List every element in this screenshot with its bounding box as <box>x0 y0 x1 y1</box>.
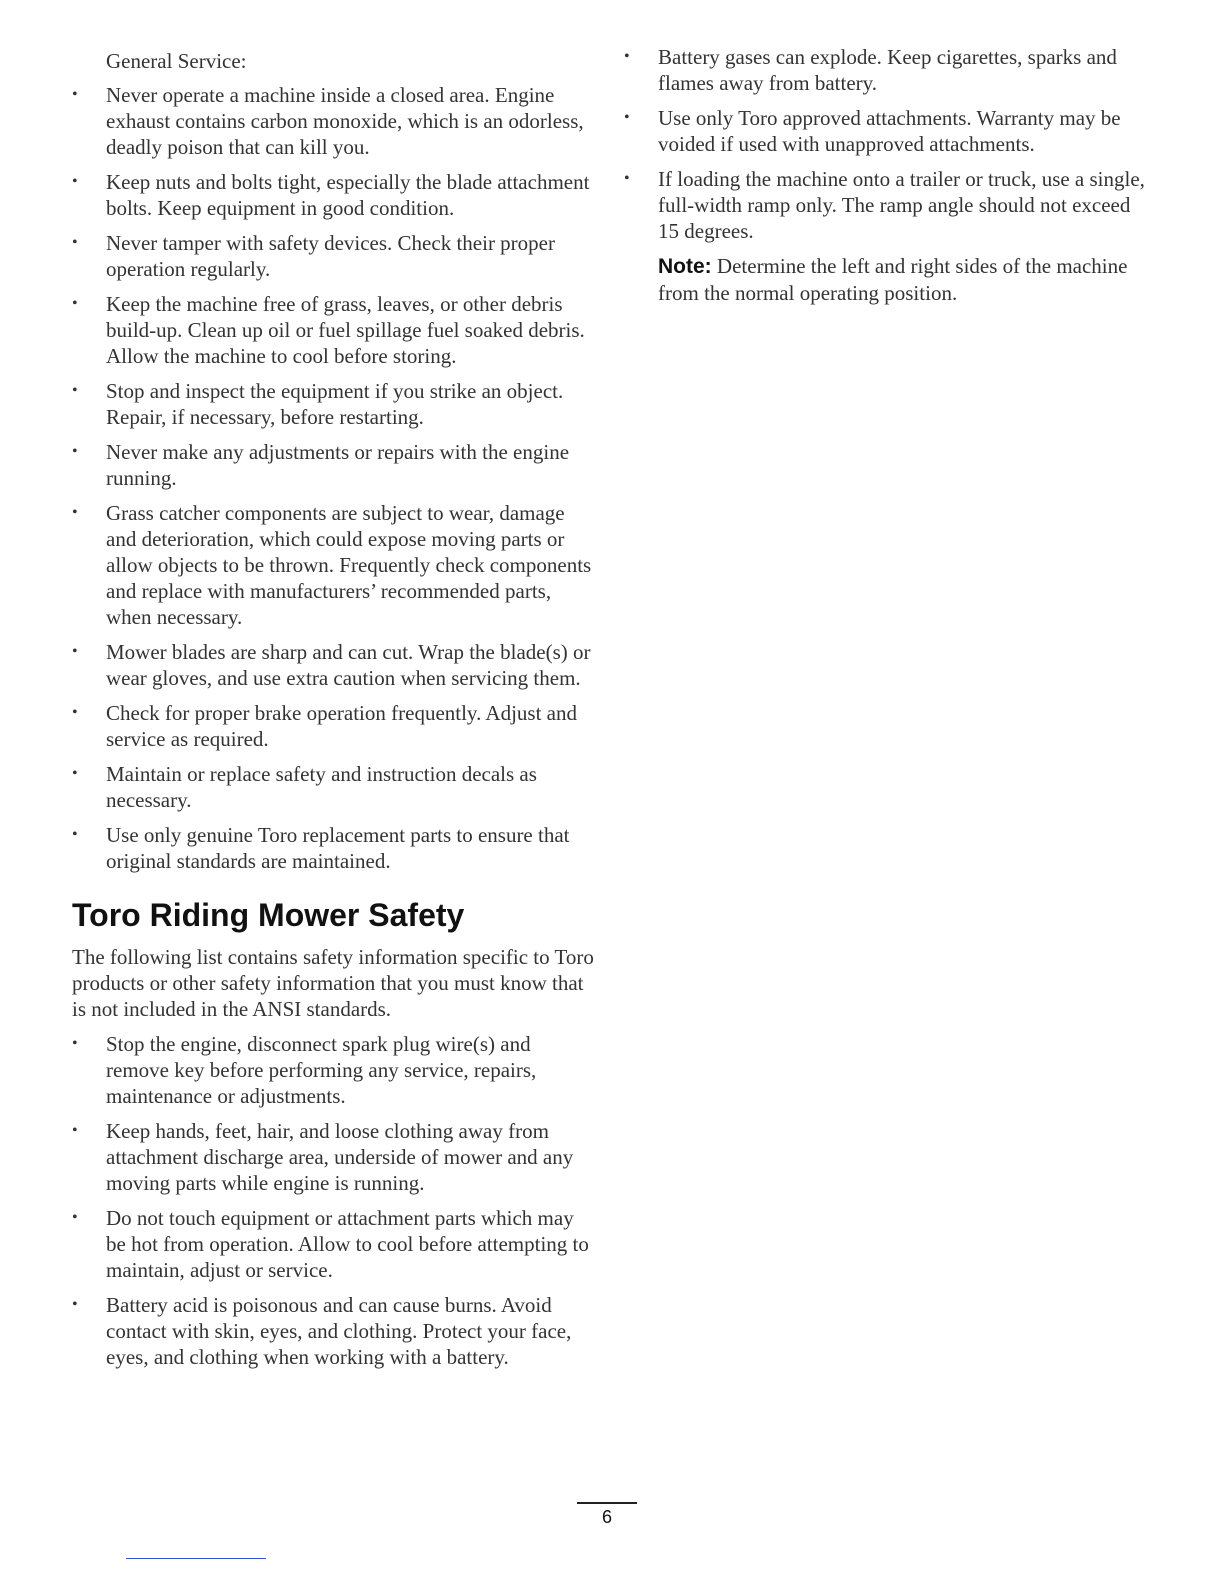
right-column <box>624 44 1148 306</box>
page-number-rule <box>577 1502 637 1504</box>
bullet-icon: • <box>72 295 78 312</box>
bullet-icon: • <box>72 1209 78 1226</box>
bullet-icon: • <box>72 173 78 190</box>
bullet-icon: • <box>72 1035 78 1052</box>
list-item <box>72 291 596 369</box>
list-item-text: Battery acid is poisonous and can cause burns. Avoid contact with skin, eyes, and clothing. Protect your face, eyes, and clothing when working with a battery. <box>106 1293 572 1369</box>
bullet-icon: • <box>624 170 630 187</box>
note-text: Determine the left and right sides of the machine from the normal operating position. <box>658 254 1128 305</box>
bullet-icon: • <box>72 704 78 721</box>
bullet-icon: • <box>624 48 630 65</box>
list-item-text: Stop the engine, disconnect spark plug wire(s) and remove key before performing any service, repairs, maintenance or adjustments. <box>106 1032 537 1108</box>
riding-safety-list <box>72 1031 596 1370</box>
bullet-icon: • <box>72 443 78 460</box>
list-item-text: Never operate a machine inside a closed area. Engine exhaust contains carbon monoxide, which is an odorless, deadly poison that can kill you. <box>106 83 584 159</box>
note-block <box>624 253 1148 306</box>
list-item-text: Do not touch equipment or attachment parts which may be hot from operation. Allow to cool before attempting to maintain, adjust or service. <box>106 1206 589 1282</box>
list-item <box>72 639 596 691</box>
list-item-text: Keep the machine free of grass, leaves, or other debris build-up. Clean up oil or fuel spillage fuel soaked debris. Allow the machine to cool before storing. <box>106 292 585 368</box>
note-label: Note: <box>658 255 712 278</box>
list-item-text: Mower blades are sharp and can cut. Wrap the blade(s) or wear gloves, and use extra caution when servicing them. <box>106 640 591 690</box>
list-item-text: Use only Toro approved attachments. Warranty may be voided if used with unapproved attachments. <box>658 106 1121 156</box>
list-item <box>72 230 596 282</box>
left-column <box>72 44 596 1379</box>
bullet-icon: • <box>72 86 78 103</box>
bullet-icon: • <box>624 109 630 126</box>
list-item <box>72 500 596 630</box>
list-item <box>72 1205 596 1283</box>
bullet-icon: • <box>72 234 78 251</box>
bullet-icon: • <box>72 826 78 843</box>
list-item <box>72 1292 596 1370</box>
list-item <box>624 44 1148 96</box>
list-item <box>72 761 596 813</box>
list-item <box>624 105 1148 157</box>
list-item-text: Stop and inspect the equipment if you strike an object. Repair, if necessary, before restarting. <box>106 379 564 429</box>
list-item <box>624 166 1148 244</box>
list-item-text: Grass catcher components are subject to wear, damage and deterioration, which could expose moving parts or allow objects to be thrown. Frequently check components and replace with manufacturers’ recommended parts, when necessary. <box>106 501 592 629</box>
list-item-text: Never make any adjustments or repairs with the engine running. <box>106 440 570 490</box>
list-item <box>72 1031 596 1109</box>
list-item <box>72 169 596 221</box>
list-item-text: If loading the machine onto a trailer or truck, use a single, full-width ramp only. The ramp angle should not exceed 15 degrees. <box>658 167 1145 243</box>
list-item-text: Keep hands, feet, hair, and loose clothing away from attachment discharge area, underside of mower and any moving parts while engine is running. <box>106 1119 574 1195</box>
list-item-text: Use only genuine Toro replacement parts to ensure that original standards are maintained. <box>106 823 570 873</box>
bullet-icon: • <box>72 643 78 660</box>
list-item-text: Keep nuts and bolts tight, especially the blade attachment bolts. Keep equipment in good condition. <box>106 170 590 220</box>
bullet-icon: • <box>72 765 78 782</box>
general-service-list <box>72 82 596 874</box>
bullet-icon: • <box>72 1122 78 1139</box>
list-item <box>72 82 596 160</box>
list-item-text: Maintain or replace safety and instruction decals as necessary. <box>106 762 537 812</box>
list-item-text: Battery gases can explode. Keep cigarettes, sparks and flames away from battery. <box>658 45 1117 95</box>
list-item <box>72 378 596 430</box>
list-item-text: Check for proper brake operation frequently. Adjust and service as required. <box>106 701 577 751</box>
list-item-text: Never tamper with safety devices. Check their proper operation regularly. <box>106 231 555 281</box>
general-service-label: General Service: <box>106 49 247 73</box>
bullet-icon: • <box>72 382 78 399</box>
section-intro: The following list contains safety information specific to Toro products or other safety information that you must know that is not included in the ANSI standards. <box>72 945 594 1021</box>
bullet-icon: • <box>72 1296 78 1313</box>
page-number: 6 <box>601 1507 612 1527</box>
list-item <box>72 822 596 874</box>
riding-safety-list-continued <box>624 44 1148 244</box>
list-item <box>72 700 596 752</box>
list-item <box>72 1118 596 1196</box>
section-heading: Toro Riding Mower Safety <box>72 897 465 933</box>
footer-link-underline <box>126 1558 266 1559</box>
list-item <box>72 439 596 491</box>
bullet-icon: • <box>72 504 78 521</box>
